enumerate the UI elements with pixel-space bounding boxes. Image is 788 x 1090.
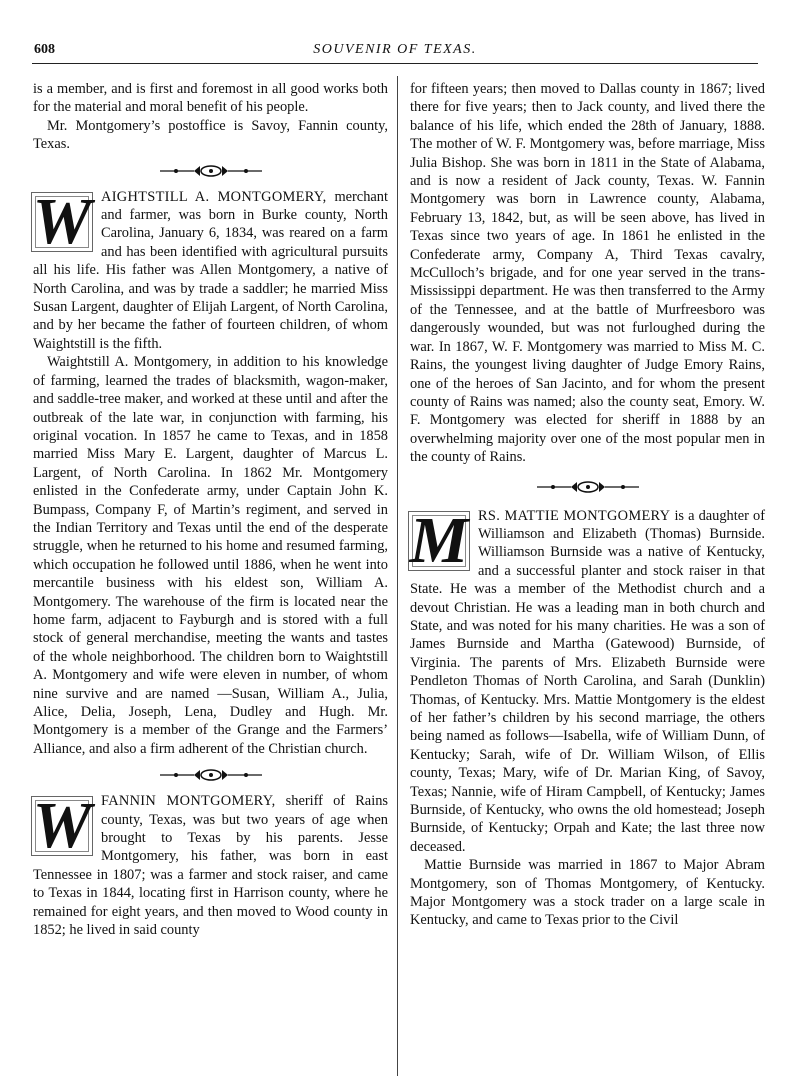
subject-name: RS. MATTIE MONTGOMERY <box>478 507 671 524</box>
right-column <box>410 80 765 930</box>
page-number: 608 <box>34 42 55 57</box>
running-title: SOUVENIR OF TEXAS. <box>313 42 477 57</box>
drop-cap: M <box>409 503 469 577</box>
paragraph-text: merchant and farmer, was born in Burke county, North Carolina, January 6, 1834, was reared on a farm and has been identified with agricultural pursuits all his life. His father was Allen Montgomery, a native of North Carolina, and was by trade a saddler; he married Miss Susan Largent, daughter of Elijah Largent, of North Carolina, and by her became the father of fourteen children, of whom Waightstill is the fifth. <box>33 188 388 352</box>
running-header <box>30 40 760 60</box>
drop-cap: W <box>32 184 92 258</box>
left-column <box>33 80 388 939</box>
section-ornament <box>33 156 388 186</box>
subject-name: FANNIN MONTGOMERY, <box>101 793 276 810</box>
paragraph-text: sheriff of Rains county, Texas, was but two years of age when brought to Texas by his parents. Jesse Montgomery, his father, was born in east Tennessee in 1807; was a farmer and stock raiser, and came to Texas in 1844, locating first in Harrison county, where he remained for eight years, and then moved to Wood county in 1852; he lived in said county <box>33 793 388 939</box>
biography-fannin <box>32 789 388 939</box>
paragraph: is a member, and is first and foremost in all good works both for the material and moral benefit of his people. <box>33 81 388 116</box>
paragraph-text: is a daughter of Williamson and Elizabeth (Thomas) Burnside. Williamson Burnside was a native of Kentucky, and a successful planter and stock raiser in that State. He was a member of the Methodist church and a devout Christian. He was a leading man in both church and State, and was noted for his many charities. He was a son of James Burnside and Martha (Gatewood) Burnside, of Virginia. The parents of Mrs. Elizabeth Burnside were Pendleton Thomas of North Carolina, and Sarah (Dunklin) Thomas, of Kentucky. Mrs. Mattie Montgomery is the eldest of her father’s children by his second marriage, the others being named as follows—Isabella, wife of William Dunn, of Kentucky; Sarah, wife of Dr. William Wilson, of Ellis county, Texas; Mary, wife of Dr. Marian King, of Savoy, Texas; Nannie, wife of Hiram Campbell, of Kentucky; James Burnside, of Kentucky, who owns the old homestead; Joseph Burnside, of Kentucky; Orpah and Kate; the last three now deceased. <box>410 507 765 855</box>
paragraph: for fifteen years; then moved to Dallas county in 1867; lived there for five years; then to Jack county, and lived there the balance of his life, which ended the 28th of January, 1888. The mother of W. F. Montgomery was, before marriage, Miss Julia Bishop. She was born in 1811 in the State of Alabama, and is now a resident of Jack county, Texas. W. Fannin Montgomery was born in Lawrence county, Alabama, February 13, 1842, but, as will be seen above, has lived in Texas since two years of age. In 1861 he enlisted in the Confederate army, Company A, Third Texas cavalry, McCulloch’s brigade, and for one year served in the trans-Mississippi department. He was then transferred to the Army of the Tennessee, and at the battle of Murfreesboro was dangerously wounded, but was not furloughed during the war. In 1867, W. F. Montgomery was married to Miss M. C. Rains, the youngest living daughter of Judge Emory Rains, one of the heroes of San Jacinto, and for whom the present county of Rains was named; also the county seat, Emory. W. F. Montgomery was elected for sheriff in 1888 by an overwhelming majority over one of the most popular men in the county of Rains. <box>410 81 765 466</box>
drop-cap: W <box>32 789 92 863</box>
paragraph: Waightstill A. Montgomery, in addition to his knowledge of farming, learned the trades of blacksmith, wagon-maker, and saddle-tree maker, and worked at these until and after the outbreak of the late war, in conjunction with farming, his original vocation. In 1857 he came to Texas, and in 1858 married Miss Mary E. Largent, daughter of Marcus L. Largent, of North Carolina. In 1862 Mr. Montgomery enlisted in the Confederate army, under Captain John K. Bumpass, Company F, of Martin’s regiment, and served in the Indian Territory and Texas until the end of the desperate struggle, when he returned to his home and resumed farming, which occupation he followed until 1886, when he went into mercantile business with his eldest son, William A. Montgomery. The warehouse of the firm is located near the home farm, adjacent to Fayburgh and is stored with a full stock of general merchandise, meeting the wants and tastes of the whole neighborhood. The children born to Waightstill A. Montgomery and wife were eleven in number, of whom nine survive and are named —Susan, William A., Julia, Alice, Delia, Joseph, Lena, Dudley and Hugh. Mr. Montgomery is a member of the Grange and the Farmers’ Alliance, and also a firm adherent of the Christian church. <box>33 354 388 757</box>
ornament-icon <box>533 480 643 494</box>
section-ornament <box>33 760 388 790</box>
paragraph: Mr. Montgomery’s postoffice is Savoy, Fannin county, Texas. <box>33 117 388 153</box>
header-rule <box>32 63 758 64</box>
ornament-icon <box>156 164 266 178</box>
paragraph: Mattie Burnside was married in 1867 to Major Abram Montgomery, son of Thomas Montgomery, of Kentucky. Major Montgomery was a stock trader on a large scale in Kentucky, and came to Texas prior to the Civil <box>410 857 765 929</box>
ornament-icon <box>156 768 266 782</box>
biography-mattie <box>409 503 765 930</box>
section-ornament <box>410 469 765 505</box>
subject-name: AIGHTSTILL A. MONTGOMERY, <box>101 188 327 205</box>
column-divider <box>397 76 398 1076</box>
biography-waightstill <box>32 184 388 759</box>
